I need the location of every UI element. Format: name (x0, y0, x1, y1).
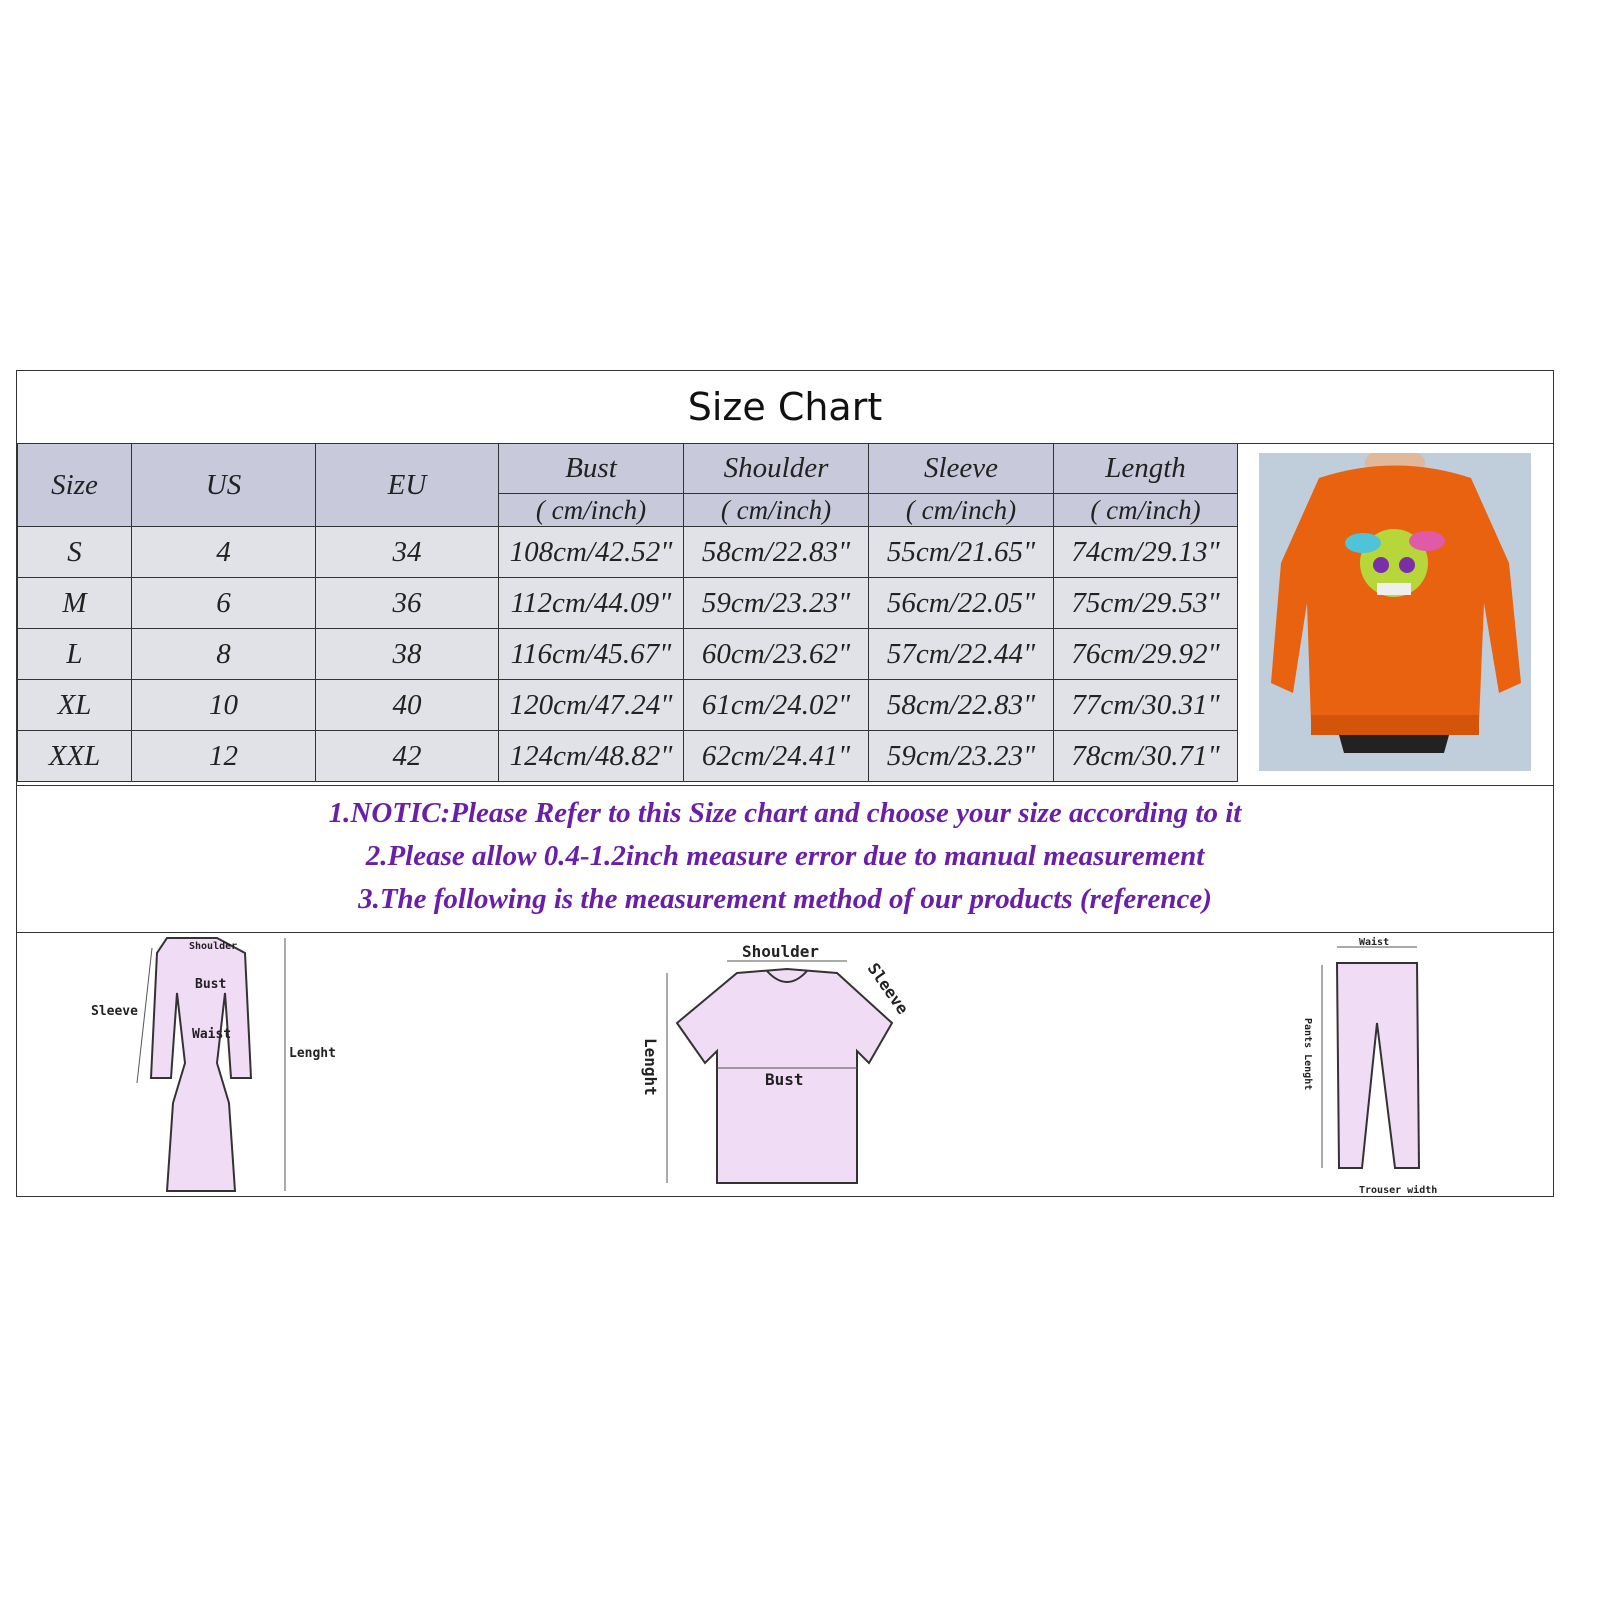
cell-us: 10 (132, 680, 316, 731)
header-us: US (132, 444, 316, 527)
unit-label: ( cm/inch) (1054, 494, 1238, 527)
cell-size: XL (18, 680, 132, 731)
cell-eu: 38 (316, 629, 499, 680)
header-sleeve: Sleeve (869, 444, 1054, 494)
note-2: 2.Please allow 0.4-1.2inch measure error due to manual measurement (365, 840, 1205, 872)
cell-sleeve: 56cm/22.05" (869, 578, 1054, 629)
cell-size: XXL (18, 731, 132, 782)
unit-label: ( cm/inch) (869, 494, 1054, 527)
cell-size: L (18, 629, 132, 680)
pants-width-label: Trouser width (1359, 1185, 1438, 1196)
dress-length-label: Lenght (289, 1046, 336, 1061)
note-1: 1.NOTIC:Please Refer to this Size chart and choose your size according to it (328, 797, 1242, 829)
dress-shoulder-label: Shoulder (189, 941, 238, 952)
cell-bust: 112cm/44.09" (499, 578, 684, 629)
cell-sleeve: 59cm/23.23" (869, 731, 1054, 782)
tshirt-length-label: Lenght (641, 1038, 660, 1096)
page-title: Size Chart (17, 371, 1553, 444)
cell-length: 76cm/29.92" (1054, 629, 1238, 680)
pants-diagram (1277, 933, 1507, 1198)
dress-sleeve-label: Sleeve (91, 1004, 138, 1019)
dress-waist-label: Waist (192, 1027, 232, 1042)
cell-eu: 36 (316, 578, 499, 629)
note-3: 3.The following is the measurement method of our products (reference) (358, 883, 1212, 915)
header-length: Length (1054, 444, 1238, 494)
cell-shoulder: 61cm/24.02" (684, 680, 869, 731)
size-table (17, 443, 1238, 782)
notes (17, 785, 1553, 933)
tshirt-sleeve-label: Sleeve (863, 959, 913, 1018)
cell-shoulder: 60cm/23.62" (684, 629, 869, 680)
tshirt-bust-label: Bust (765, 1070, 804, 1089)
cell-size: M (18, 578, 132, 629)
unit-label: ( cm/inch) (499, 494, 684, 527)
cell-bust: 116cm/45.67" (499, 629, 684, 680)
unit-label: ( cm/inch) (684, 494, 869, 527)
cell-eu: 40 (316, 680, 499, 731)
cell-shoulder: 62cm/24.41" (684, 731, 869, 782)
cell-sleeve: 58cm/22.83" (869, 680, 1054, 731)
cell-length: 75cm/29.53" (1054, 578, 1238, 629)
cell-shoulder: 59cm/23.23" (684, 578, 869, 629)
cell-us: 6 (132, 578, 316, 629)
table-row (18, 578, 1238, 629)
cell-eu: 42 (316, 731, 499, 782)
cell-sleeve: 57cm/22.44" (869, 629, 1054, 680)
header-eu: EU (316, 444, 499, 527)
cell-length: 77cm/30.31" (1054, 680, 1238, 731)
table-row (18, 629, 1238, 680)
pants-length-label: Pants Lenght (1302, 1018, 1313, 1091)
tshirt-diagram (637, 933, 937, 1198)
cell-length: 74cm/29.13" (1054, 527, 1238, 578)
cell-size: S (18, 527, 132, 578)
cell-sleeve: 55cm/21.65" (869, 527, 1054, 578)
cell-length: 78cm/30.71" (1054, 731, 1238, 782)
cell-us: 4 (132, 527, 316, 578)
size-chart (16, 370, 1554, 1197)
product-photo (1259, 453, 1531, 771)
pants-waist-label: Waist (1359, 937, 1390, 948)
cell-bust: 120cm/47.24" (499, 680, 684, 731)
cell-us: 8 (132, 629, 316, 680)
cell-eu: 34 (316, 527, 499, 578)
tshirt-shoulder-label: Shoulder (742, 942, 820, 961)
cell-bust: 108cm/42.52" (499, 527, 684, 578)
table-row (18, 527, 1238, 578)
cell-us: 12 (132, 731, 316, 782)
dress-diagram (77, 933, 377, 1198)
cell-bust: 124cm/48.82" (499, 731, 684, 782)
dress-bust-label: Bust (195, 977, 227, 992)
header-bust: Bust (499, 444, 684, 494)
table-row (18, 680, 1238, 731)
cell-shoulder: 58cm/22.83" (684, 527, 869, 578)
header-size: Size (18, 444, 132, 527)
table-row (18, 731, 1238, 782)
header-shoulder: Shoulder (684, 444, 869, 494)
